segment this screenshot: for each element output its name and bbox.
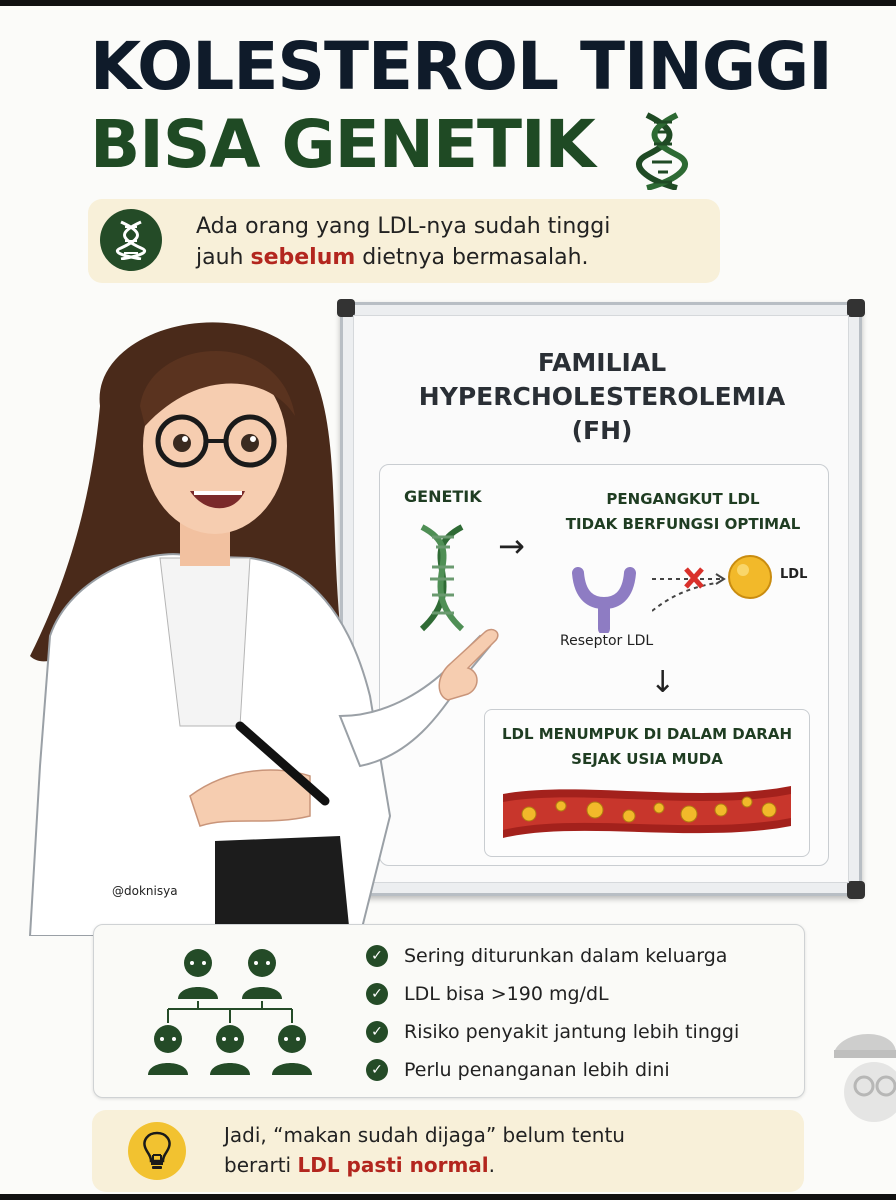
result-line-2: SEJAK USIA MUDA: [571, 750, 723, 768]
family-tree-icon: [136, 937, 336, 1087]
conclusion-banner: [92, 1110, 804, 1192]
board-corner: [847, 299, 865, 317]
list-item: [366, 1017, 739, 1055]
result-box: [484, 709, 810, 857]
lightbulb-icon: [141, 1131, 173, 1171]
receptor-label: Reseptor LDL: [560, 633, 654, 649]
doctor-illustration: [10, 296, 510, 936]
fact-text: Sering diturunkan dalam keluarga: [404, 945, 728, 967]
check-icon: ✓: [366, 983, 388, 1005]
conclusion-line-2: [224, 1150, 784, 1180]
fact-list: [366, 941, 739, 1093]
ldl-label: LDL: [780, 567, 808, 582]
list-item: [366, 979, 739, 1017]
intro-highlight: sebelum: [250, 245, 356, 270]
check-icon: ✓: [366, 1059, 388, 1081]
transport-line-1: PENGANGKUT LDL: [606, 490, 760, 508]
infographic: [0, 6, 896, 1194]
author-handle: @doknisya: [112, 884, 178, 898]
arrow-right-icon: →: [498, 527, 525, 565]
intro-banner: [88, 199, 720, 283]
ldl-particle-icon: [726, 553, 774, 601]
intro-line-2-start: jauh: [196, 245, 251, 270]
board-title-line-3: (FH): [571, 416, 633, 445]
conclusion-line-2-start: berarti: [224, 1153, 298, 1177]
title-line-1: KOLESTEROL TINGGI: [90, 28, 832, 105]
blood-vessel-icon: [499, 780, 795, 842]
check-icon: ✓: [366, 945, 388, 967]
dna-icon: [113, 220, 149, 260]
transport-line-2: TIDAK BERFUNGSI OPTIMAL: [565, 515, 801, 533]
title-line-2: BISA GENETIK: [90, 106, 595, 183]
board-title-line-2: HYPERCHOLESTEROLEMIA: [418, 382, 786, 411]
board-corner: [847, 881, 865, 899]
list-item: [366, 941, 739, 979]
result-label: [485, 722, 809, 772]
list-item: [366, 1055, 739, 1093]
intro-line-1: Ada orang yang LDL-nya sudah tinggi: [196, 214, 611, 239]
fact-text: LDL bisa >190 mg/dL: [404, 983, 609, 1005]
receptor-icon: [572, 567, 636, 633]
lightbulb-badge: [128, 1122, 186, 1180]
check-icon: ✓: [366, 1021, 388, 1043]
fact-text: Perlu penanganan lebih dini: [404, 1059, 670, 1081]
conclusion-line-1: Jadi, “makan sudah dijaga” belum tentu: [224, 1123, 625, 1147]
intro-line-2: [196, 242, 716, 273]
mascot-watermark-icon: [834, 1022, 896, 1142]
facts-panel: [93, 924, 805, 1098]
intro-line-2-end: dietnya bermasalah.: [355, 245, 589, 270]
intro-text: [196, 211, 716, 273]
result-line-1: LDL MENUMPUK DI DALAM DARAH: [501, 725, 793, 743]
conclusion-text: [224, 1120, 784, 1180]
conclusion-line-2-end: .: [488, 1153, 496, 1177]
board-title-line-1: FAMILIAL: [537, 348, 667, 377]
arrow-down-icon: ↓: [650, 665, 676, 700]
conclusion-highlight: LDL pasti normal: [297, 1153, 489, 1177]
transport-label: [548, 487, 818, 537]
dna-icon: [632, 110, 692, 190]
blocked-transport-icon: [652, 565, 732, 615]
fact-text: Risiko penyakit jantung lebih tinggi: [404, 1021, 740, 1043]
genetik-label: GENETIK: [404, 487, 482, 506]
intro-icon-badge: [100, 209, 162, 271]
